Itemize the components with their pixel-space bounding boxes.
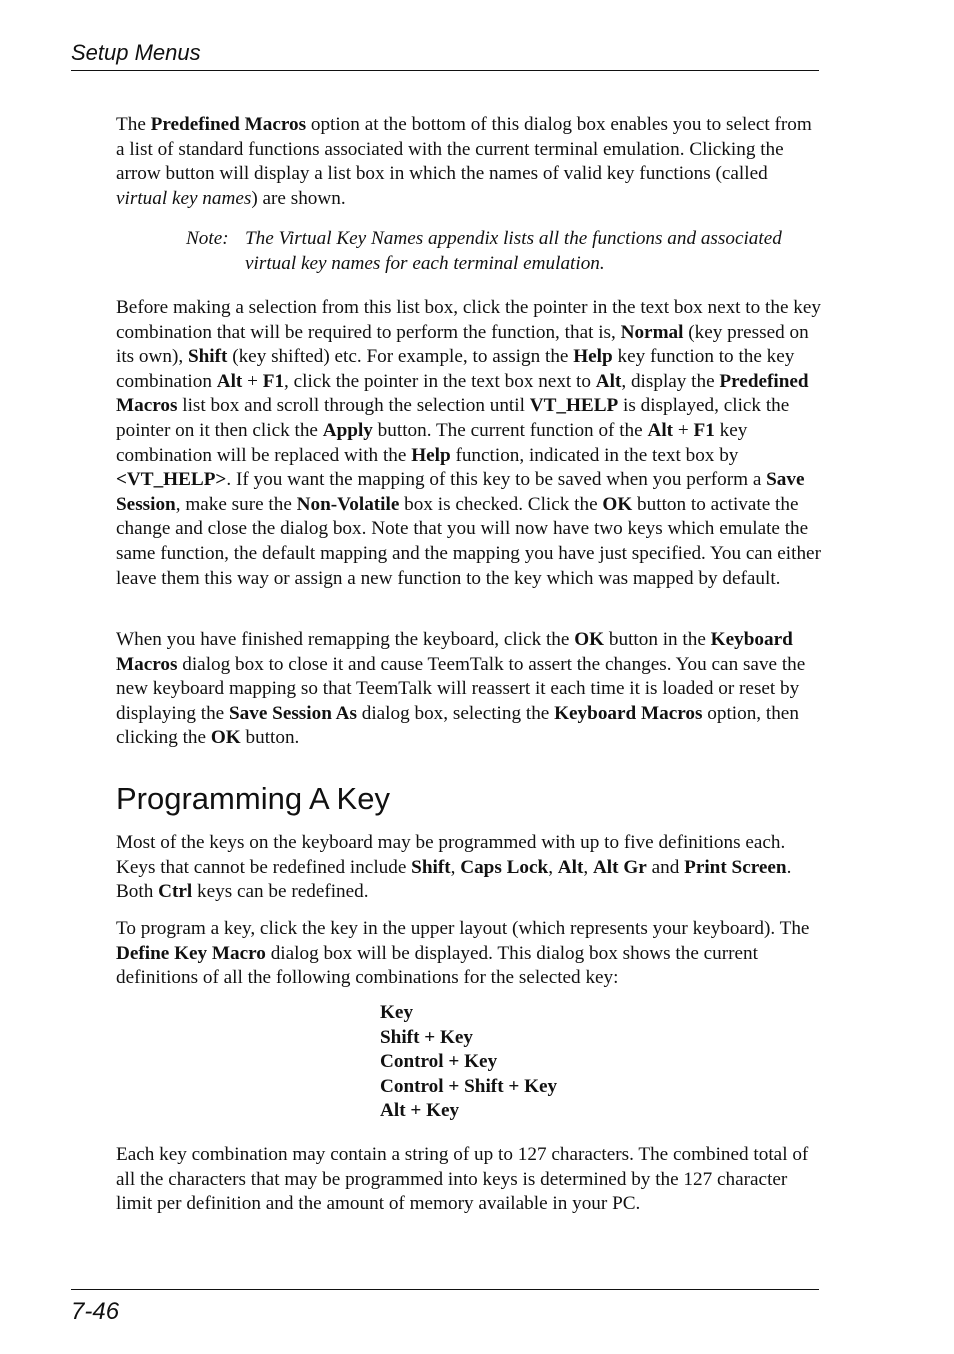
list-item: Control + Key [380, 1051, 498, 1073]
running-header: Setup Menus [71, 40, 201, 65]
section-heading: Programming A Key [116, 781, 390, 816]
footer-rule [71, 1289, 819, 1290]
page-number: 7-46 [71, 1298, 120, 1325]
note-label: Note: [186, 228, 229, 249]
list-item: Alt + Key [380, 1100, 460, 1122]
paragraph-selection-instructions: Before making a selection from this list box, click the pointer in the text box next to the key combination that will be required to perform the function, that is, Normal (key pressed on its own), Shift (key shifted) etc. For example, to assign the Help key function to the key combination Alt + F1, click the pointer in the text box next to Alt, display the Predefined Macros list box and scroll through the selection until VT_HELP is displayed, click the pointer on it then click the Apply button. The current function of the Alt + F1 key combination will be replaced with the Help function, indicated in the text box by <VT_HELP>. If you want the mapping of this key to be saved when you perform a Save Session, make sure the Non-Volatile box is checked. Click the OK button to activate the change and close the dialog box. Note that you will now have two keys which emulate the same function, the default mapping and the mapping you have just specified. You can either leave them this way or assign a new function to the key which was mapped by default. [116, 297, 821, 589]
list-item: Control + Shift + Key [380, 1075, 558, 1097]
list-item: Key [380, 1002, 414, 1023]
header-rule [71, 70, 819, 71]
paragraph-programmable-keys: Most of the keys on the keyboard may be programmed with up to five definitions each. Keys that cannot be redefined include Shift, Caps Lock, Alt, Alt Gr and Print Screen. Both Ctrl keys can be redefined. [116, 832, 792, 903]
note-text: The Virtual Key Names appendix lists all the functions and associated virtual key names for each terminal emulation. [245, 228, 782, 274]
list-item: Shift + Key [380, 1026, 474, 1048]
paragraph-finish-remapping: When you have finished remapping the keyboard, click the OK button in the Keyboard Macros dialog box to close it and cause TeemTalk to assert the changes. You can save the new keyboard mapping so that TeemTalk will reassert it each time it is loaded or reset by displaying the Save Session As dialog box, selecting the Keyboard Macros option, then clicking the OK button. [116, 629, 806, 749]
key-combination-list [380, 1001, 557, 1124]
paragraph-character-limit: Each key combination may contain a string of up to 127 characters. The combined total of all the characters that may be programmed into keys is determined by the 127 character limit per definition and the amount of memory available in your PC. [116, 1144, 809, 1215]
paragraph-program-a-key: To program a key, click the key in the upper layout (which represents your keyboard). The Define Key Macro dialog box will be displayed. This dialog box shows the current definitions of all the following combinations for the selected key: [116, 918, 810, 989]
paragraph-predefined-macros: The Predefined Macros option at the bottom of this dialog box enables you to select from a list of standard functions associated with the current terminal emulation. Clicking the arrow button will display a list box in which the names of valid key functions (called virtual key names) are shown. [116, 114, 812, 209]
